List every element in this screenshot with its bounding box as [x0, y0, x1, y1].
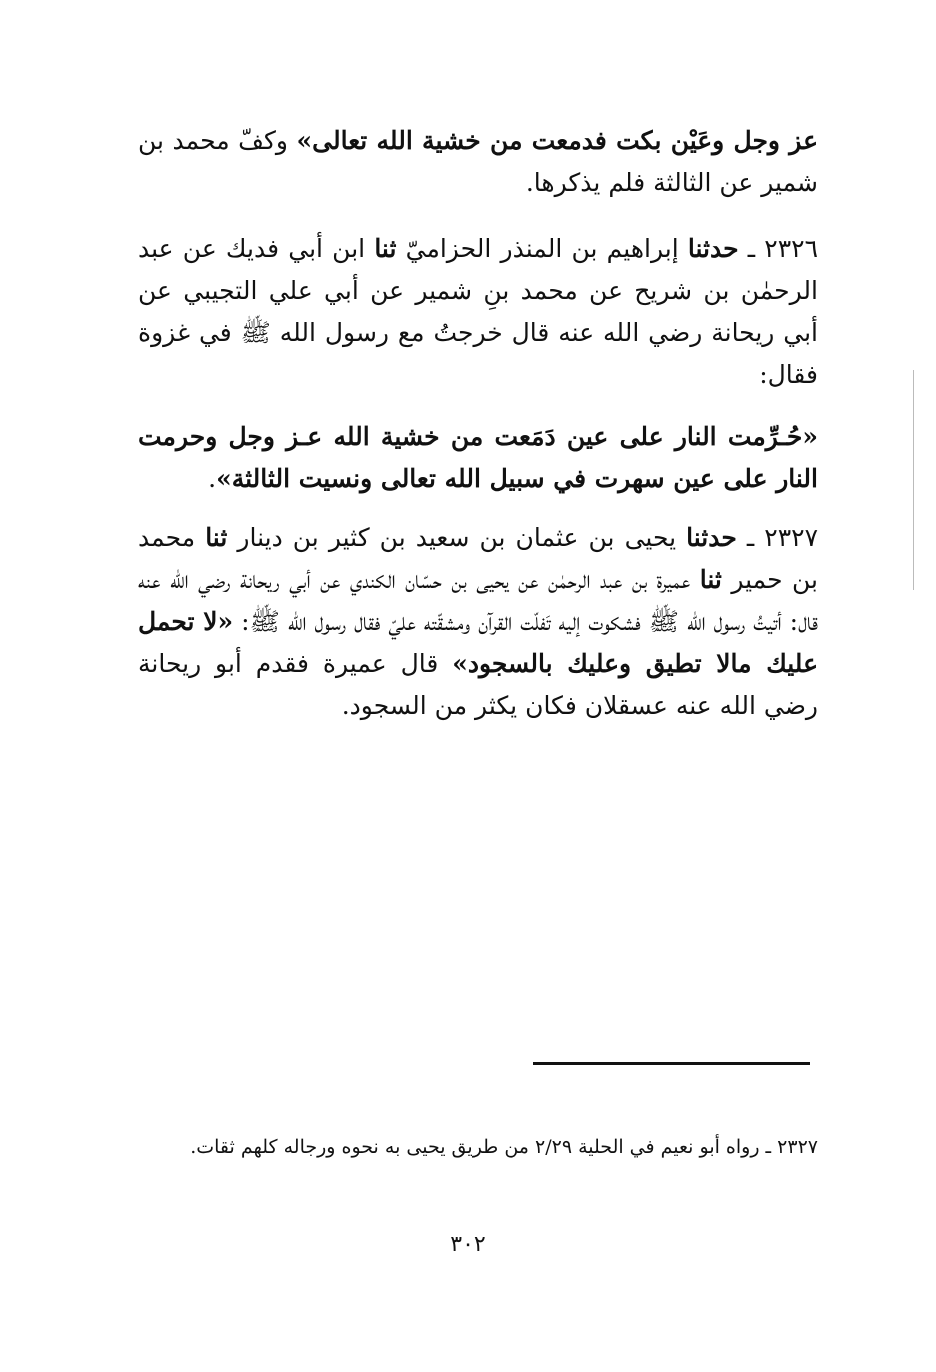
hadith-2326-matn	[138, 416, 818, 500]
hadith-text-bold: «لا تحمل عليك مالا تطيق وعليك بالسجود»	[138, 607, 818, 678]
hadith-text-bold: عز وجل وعَيْن بكت فدمعت من خشية الله تعالى»	[296, 126, 818, 155]
isnad-text: إبراهيم بن المنذر الحزاميّ	[396, 234, 688, 263]
narration-keyword: ثنا	[699, 565, 722, 594]
isnad-text: عميرة بن عبد الرحمٰن عن يحيى بن حسّان الكندي عن أبي ريحانة رضي الله عنه قال: أتيتُ رسول الله ﷺ فشكوت إليه تَفلّت القرآن ومشقّته عليّ فقال رسول الله ﷺ:	[138, 565, 818, 636]
page-number: ٣٠٢	[450, 1232, 486, 1257]
footnote	[138, 1130, 818, 1164]
punctuation: .	[208, 464, 217, 493]
isnad-text: ابن أبي فديك عن عبد الرحمٰن بن شريح عن محمد بنِ شمير عن أبي علي التجيبي عن أبي ريحانة رضي الله عنه قال خرجتُ مع رسول الله ﷺ في غزوة فقال:	[138, 234, 818, 389]
narration-keyword: حدثنا	[687, 234, 739, 263]
paragraph-text: قال عميرة فقدم أبو ريحانة رضي الله عنه عسقلان فكان يكثر من السجود.	[138, 649, 818, 720]
hadith-2327	[138, 517, 818, 727]
narration-keyword: حدثنا	[686, 523, 737, 552]
narration-keyword: ثنا	[374, 234, 397, 263]
scan-edge-line	[913, 370, 914, 590]
isnad-text: يحيى بن عثمان بن سعيد بن كثير بن دينار	[227, 523, 687, 552]
paragraph-text: وكفّ محمد بن شمير عن الثالثة فلم يذكرها.	[138, 126, 818, 197]
paragraph-continuation	[138, 120, 818, 204]
hadith-number: ٢٣٢٧ ـ	[736, 523, 819, 552]
hadith-text-bold: «حُـرِّمت النار على عين دَمَعت من خشية الله عـز وجل وحرمت النار على عين سهرت في سبيل الله تعالى ونسيت الثالثة»	[138, 422, 818, 493]
hadith-number: ٢٣٢٦ ـ	[738, 234, 819, 263]
footnote-separator	[533, 1062, 810, 1065]
hadith-2326	[138, 228, 818, 396]
narration-keyword: ثنا	[205, 523, 228, 552]
footnote-text: ٢٣٢٧ ـ رواه أبو نعيم في الحلية ٢/٢٩ من طريق يحيى به نحوه ورجاله كلهم ثقات.	[190, 1136, 818, 1158]
isnad-text: محمد بن حمير	[138, 523, 818, 594]
